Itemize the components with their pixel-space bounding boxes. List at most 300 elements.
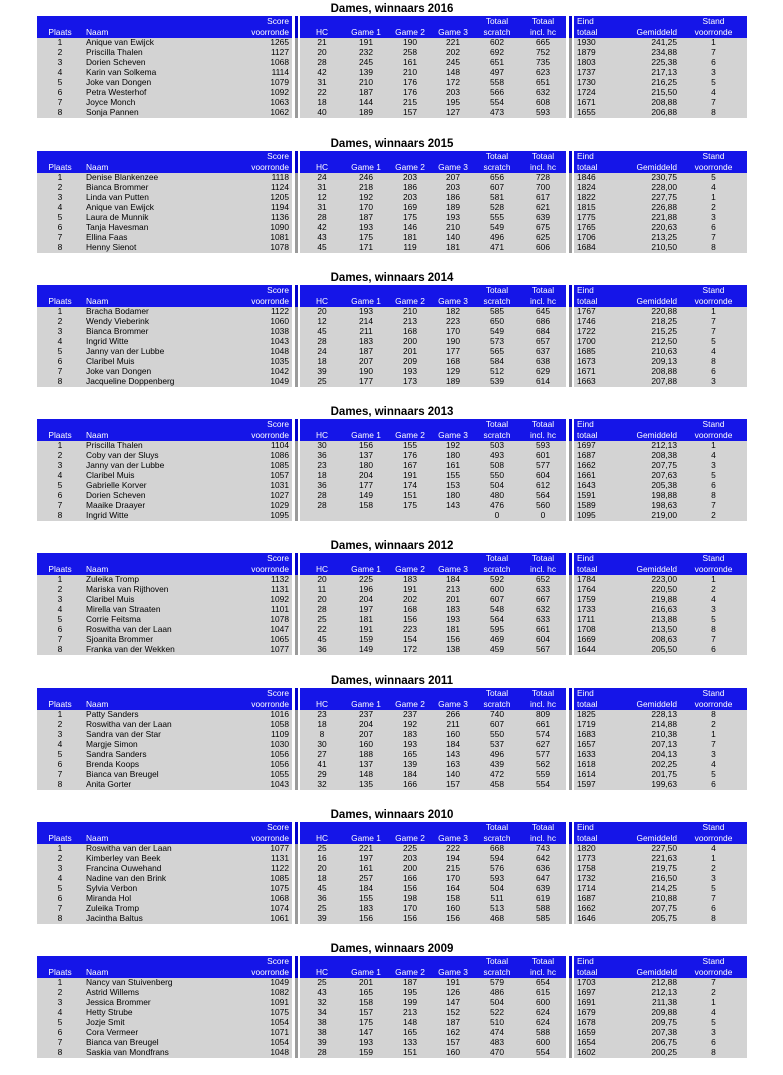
column-header-final: Eind <box>574 16 622 27</box>
cell-scratch: 554 <box>474 98 520 108</box>
cell-rank: 8 <box>37 377 83 387</box>
cell-inclhc: 639 <box>520 884 566 894</box>
column-separator <box>566 347 574 357</box>
column-header-final: Eind <box>574 285 622 296</box>
cell-prelim: 1079 <box>228 78 292 88</box>
column-header-hc: HC <box>300 296 344 307</box>
cell-prelim: 1091 <box>228 998 292 1008</box>
cell-avg: 214,25 <box>622 884 680 894</box>
cell-rank: 4 <box>37 740 83 750</box>
cell-g3: 157 <box>432 780 474 790</box>
cell-name: Zuleika Tromp <box>83 575 228 585</box>
cell-g2: 195 <box>388 988 432 998</box>
column-separator <box>566 511 574 521</box>
cell-scratch: 496 <box>474 233 520 243</box>
cell-rank: 6 <box>37 357 83 367</box>
cell-final: 1673 <box>574 357 622 367</box>
cell-hc: 42 <box>300 223 344 233</box>
column-separator <box>292 511 300 521</box>
cell-hc: 18 <box>300 357 344 367</box>
column-separator <box>292 770 300 780</box>
cell-rank: 7 <box>37 904 83 914</box>
cell-scratch: 493 <box>474 451 520 461</box>
table-row <box>37 844 747 854</box>
cell-scratch: 504 <box>474 998 520 1008</box>
cell-scratch: 503 <box>474 441 520 451</box>
block-title: Dames, winnaars 2014 <box>330 272 454 284</box>
cell-inclhc: 684 <box>520 327 566 337</box>
cell-avg: 207,63 <box>622 471 680 481</box>
column-separator <box>566 822 574 833</box>
cell-stand: 4 <box>680 347 747 357</box>
cell-name: Wendy Vieberink <box>83 317 228 327</box>
cell-g1: 210 <box>344 78 388 88</box>
cell-g2: 173 <box>388 377 432 387</box>
column-separator <box>292 635 300 645</box>
column-separator <box>292 585 300 595</box>
column-header-name <box>83 151 228 162</box>
cell-g3: 180 <box>432 491 474 501</box>
cell-stand: 2 <box>680 720 747 730</box>
results-table <box>37 419 747 521</box>
cell-g3: 161 <box>432 461 474 471</box>
cell-inclhc: 559 <box>520 770 566 780</box>
column-header-hc: HC <box>300 430 344 441</box>
cell-stand: 3 <box>680 377 747 387</box>
cell-rank: 4 <box>37 337 83 347</box>
block-title: Dames, winnaars 2011 <box>330 675 454 687</box>
cell-rank: 8 <box>37 780 83 790</box>
cell-g1: 207 <box>344 730 388 740</box>
column-header-avg: Gemiddeld <box>622 833 680 844</box>
column-header-g1 <box>344 822 388 833</box>
column-separator <box>566 780 574 790</box>
cell-final: 1597 <box>574 780 622 790</box>
cell-scratch: 548 <box>474 605 520 615</box>
header-row <box>37 699 747 710</box>
cell-final: 1700 <box>574 337 622 347</box>
table-row <box>37 441 747 451</box>
table-row <box>37 501 747 511</box>
cell-g2: 156 <box>388 615 432 625</box>
column-separator <box>292 377 300 387</box>
column-header-name: Naam <box>83 699 228 710</box>
cell-g3: 184 <box>432 575 474 585</box>
table-row <box>37 48 747 58</box>
cell-rank: 7 <box>37 501 83 511</box>
cell-stand: 8 <box>680 357 747 367</box>
cell-g2: 156 <box>388 884 432 894</box>
cell-final: 1669 <box>574 635 622 645</box>
column-separator <box>292 337 300 347</box>
cell-prelim: 1077 <box>228 844 292 854</box>
cell-g1: 160 <box>344 740 388 750</box>
cell-g3: 127 <box>432 108 474 118</box>
cell-scratch: 585 <box>474 307 520 317</box>
cell-prelim: 1027 <box>228 491 292 501</box>
cell-inclhc: 577 <box>520 750 566 760</box>
cell-scratch: 558 <box>474 78 520 88</box>
column-header-rank <box>37 16 83 27</box>
cell-g3: 266 <box>432 710 474 720</box>
cell-avg: 219,75 <box>622 864 680 874</box>
cell-inclhc: 642 <box>520 854 566 864</box>
cell-final: 1719 <box>574 720 622 730</box>
column-header-g3 <box>432 151 474 162</box>
cell-scratch: 668 <box>474 844 520 854</box>
cell-hc: 22 <box>300 625 344 635</box>
cell-name: Claribel Muis <box>83 471 228 481</box>
cell-g2: 184 <box>388 770 432 780</box>
column-separator <box>566 645 574 655</box>
column-separator <box>566 68 574 78</box>
cell-final: 1767 <box>574 307 622 317</box>
cell-g2: 169 <box>388 203 432 213</box>
column-separator <box>566 575 574 585</box>
cell-g2: 198 <box>388 894 432 904</box>
column-header-hc <box>300 822 344 833</box>
header-row <box>37 956 747 967</box>
cell-hc: 28 <box>300 1048 344 1058</box>
cell-avg: 208,88 <box>622 367 680 377</box>
cell-final: 1759 <box>574 595 622 605</box>
column-separator <box>292 822 300 833</box>
column-header-prelim: voorronde <box>228 833 292 844</box>
cell-g1 <box>344 511 388 521</box>
cell-g2: 165 <box>388 750 432 760</box>
cell-name: Jessica Brommer <box>83 998 228 1008</box>
cell-scratch: 550 <box>474 471 520 481</box>
column-header-g1: Game 1 <box>344 430 388 441</box>
table-row <box>37 327 747 337</box>
cell-stand: 5 <box>680 337 747 347</box>
cell-inclhc: 588 <box>520 904 566 914</box>
cell-g2: 191 <box>388 471 432 481</box>
cell-hc: 20 <box>300 48 344 58</box>
cell-rank: 1 <box>37 307 83 317</box>
column-header-hc: HC <box>300 699 344 710</box>
cell-g3: 160 <box>432 1048 474 1058</box>
cell-g2: 165 <box>388 1028 432 1038</box>
column-separator <box>292 730 300 740</box>
cell-rank: 6 <box>37 760 83 770</box>
column-header-name: Naam <box>83 833 228 844</box>
cell-g2: 258 <box>388 48 432 58</box>
column-header-prelim: Score <box>228 151 292 162</box>
cell-inclhc: 632 <box>520 88 566 98</box>
column-header-name: Naam <box>83 430 228 441</box>
column-header-stand: voorronde <box>680 296 747 307</box>
column-header-stand: voorronde <box>680 699 747 710</box>
column-separator <box>566 430 574 441</box>
cell-hc: 36 <box>300 481 344 491</box>
cell-inclhc: 621 <box>520 203 566 213</box>
column-header-avg: Gemiddeld <box>622 296 680 307</box>
cell-inclhc: 633 <box>520 615 566 625</box>
column-header-inclhc: Totaal <box>520 553 566 564</box>
cell-hc: 27 <box>300 750 344 760</box>
cell-name: Maaike Draayer <box>83 501 228 511</box>
cell-stand: 6 <box>680 223 747 233</box>
cell-name: Claribel Muis <box>83 357 228 367</box>
cell-avg: 205,50 <box>622 645 680 655</box>
cell-final: 1685 <box>574 347 622 357</box>
column-header-inclhc: Totaal <box>520 822 566 833</box>
cell-stand: 8 <box>680 914 747 924</box>
cell-scratch: 513 <box>474 904 520 914</box>
cell-stand: 4 <box>680 595 747 605</box>
column-separator <box>566 1018 574 1028</box>
cell-stand: 7 <box>680 635 747 645</box>
column-header-g1 <box>344 553 388 564</box>
cell-avg: 207,13 <box>622 740 680 750</box>
cell-inclhc: 661 <box>520 625 566 635</box>
cell-avg: 212,13 <box>622 441 680 451</box>
cell-inclhc: 562 <box>520 760 566 770</box>
cell-g1: 155 <box>344 894 388 904</box>
cell-g1: 218 <box>344 183 388 193</box>
cell-g3: 186 <box>432 193 474 203</box>
cell-name: Roswitha van der Laan <box>83 625 228 635</box>
cell-stand: 7 <box>680 327 747 337</box>
cell-scratch: 602 <box>474 38 520 48</box>
column-header-name <box>83 822 228 833</box>
column-header-rank <box>37 688 83 699</box>
table-row <box>37 307 747 317</box>
cell-scratch: 497 <box>474 68 520 78</box>
cell-stand: 5 <box>680 1018 747 1028</box>
cell-g2: 186 <box>388 183 432 193</box>
cell-scratch: 555 <box>474 213 520 223</box>
column-header-scratch: Totaal <box>474 553 520 564</box>
cell-final: 1930 <box>574 38 622 48</box>
column-separator <box>566 377 574 387</box>
column-header-avg <box>622 16 680 27</box>
column-separator <box>566 461 574 471</box>
cell-name: Laura de Munnik <box>83 213 228 223</box>
cell-hc: 36 <box>300 451 344 461</box>
cell-avg: 216,50 <box>622 874 680 884</box>
column-separator <box>292 625 300 635</box>
cell-inclhc: 585 <box>520 914 566 924</box>
cell-rank: 7 <box>37 98 83 108</box>
cell-g2: 213 <box>388 1008 432 1018</box>
cell-hc: 16 <box>300 854 344 864</box>
cell-g2: 210 <box>388 307 432 317</box>
cell-avg: 213,25 <box>622 233 680 243</box>
column-header-stand: voorronde <box>680 833 747 844</box>
cell-stand: 1 <box>680 575 747 585</box>
cell-name: Anique van Ewijck <box>83 203 228 213</box>
cell-stand: 1 <box>680 730 747 740</box>
cell-final: 1703 <box>574 978 622 988</box>
cell-hc: 38 <box>300 1018 344 1028</box>
cell-final: 1687 <box>574 451 622 461</box>
cell-scratch: 469 <box>474 635 520 645</box>
cell-name: Astrid Willems <box>83 988 228 998</box>
column-separator <box>566 27 574 38</box>
table-row <box>37 595 747 605</box>
cell-avg: 230,75 <box>622 173 680 183</box>
cell-scratch: 539 <box>474 377 520 387</box>
cell-rank: 5 <box>37 213 83 223</box>
cell-stand: 2 <box>680 864 747 874</box>
cell-g2: 154 <box>388 635 432 645</box>
column-separator <box>292 481 300 491</box>
cell-name: Bianca Brommer <box>83 327 228 337</box>
cell-inclhc: 637 <box>520 347 566 357</box>
column-header-final: totaal <box>574 967 622 978</box>
cell-name: Priscilla Thalen <box>83 48 228 58</box>
cell-g2: 174 <box>388 481 432 491</box>
cell-g1: 175 <box>344 1018 388 1028</box>
cell-hc: 28 <box>300 605 344 615</box>
cell-g1: 196 <box>344 585 388 595</box>
column-separator <box>292 461 300 471</box>
column-separator <box>292 967 300 978</box>
cell-rank: 4 <box>37 1008 83 1018</box>
cell-final: 1697 <box>574 441 622 451</box>
cell-final: 1711 <box>574 615 622 625</box>
column-header-hc: HC <box>300 27 344 38</box>
column-separator <box>292 233 300 243</box>
cell-rank: 5 <box>37 347 83 357</box>
column-header-scratch: scratch <box>474 699 520 710</box>
column-header-g1: Game 1 <box>344 833 388 844</box>
cell-scratch: 594 <box>474 854 520 864</box>
cell-g1: 149 <box>344 645 388 655</box>
column-header-stand: voorronde <box>680 27 747 38</box>
cell-inclhc: 554 <box>520 1048 566 1058</box>
column-header-stand: voorronde <box>680 967 747 978</box>
column-header-scratch: scratch <box>474 27 520 38</box>
column-header-prelim: Score <box>228 553 292 564</box>
column-separator <box>292 874 300 884</box>
table-row <box>37 213 747 223</box>
cell-scratch: 439 <box>474 760 520 770</box>
column-header-g2: Game 2 <box>388 27 432 38</box>
cell-g2: 176 <box>388 88 432 98</box>
column-header-stand: Stand <box>680 151 747 162</box>
column-separator <box>292 595 300 605</box>
column-header-avg: Gemiddeld <box>622 699 680 710</box>
cell-g1: 156 <box>344 914 388 924</box>
cell-hc: 45 <box>300 243 344 253</box>
column-separator <box>566 451 574 461</box>
cell-avg: 206,88 <box>622 108 680 118</box>
cell-g2: 170 <box>388 904 432 914</box>
cell-inclhc: 735 <box>520 58 566 68</box>
column-header-name <box>83 553 228 564</box>
table-row <box>37 377 747 387</box>
cell-stand: 6 <box>680 645 747 655</box>
cell-avg: 198,63 <box>622 501 680 511</box>
cell-final: 1671 <box>574 367 622 377</box>
column-header-inclhc: Totaal <box>520 285 566 296</box>
cell-final: 1591 <box>574 491 622 501</box>
cell-name: Nancy van Stuivenberg <box>83 978 228 988</box>
column-header-stand: Stand <box>680 16 747 27</box>
cell-avg: 210,50 <box>622 243 680 253</box>
cell-avg: 208,88 <box>622 98 680 108</box>
cell-rank: 4 <box>37 203 83 213</box>
cell-final: 1758 <box>574 864 622 874</box>
column-header-scratch: Totaal <box>474 419 520 430</box>
results-block <box>37 271 747 387</box>
cell-g2: 203 <box>388 193 432 203</box>
cell-scratch: 565 <box>474 347 520 357</box>
cell-inclhc: 567 <box>520 645 566 655</box>
cell-scratch: 549 <box>474 223 520 233</box>
cell-avg: 198,88 <box>622 491 680 501</box>
column-header-inclhc: incl. hc <box>520 833 566 844</box>
cell-inclhc: 574 <box>520 730 566 740</box>
column-header-rank: Plaats <box>37 967 83 978</box>
cell-scratch: 537 <box>474 740 520 750</box>
cell-g2: 190 <box>388 38 432 48</box>
column-header-hc <box>300 285 344 296</box>
cell-hc: 22 <box>300 88 344 98</box>
cell-name: Sonja Pannen <box>83 108 228 118</box>
cell-scratch: 550 <box>474 730 520 740</box>
header-row <box>37 822 747 833</box>
column-separator <box>292 243 300 253</box>
column-header-rank: Plaats <box>37 162 83 173</box>
cell-inclhc: 728 <box>520 173 566 183</box>
cell-stand: 6 <box>680 904 747 914</box>
cell-rank: 3 <box>37 58 83 68</box>
cell-prelim: 1090 <box>228 223 292 233</box>
cell-stand: 3 <box>680 605 747 615</box>
cell-hc: 45 <box>300 327 344 337</box>
column-header-g1 <box>344 419 388 430</box>
column-header-prelim: voorronde <box>228 430 292 441</box>
cell-avg: 211,38 <box>622 998 680 1008</box>
cell-g2: 167 <box>388 461 432 471</box>
cell-rank: 6 <box>37 491 83 501</box>
column-header-rank: Plaats <box>37 699 83 710</box>
cell-hc: 25 <box>300 904 344 914</box>
cell-final: 1661 <box>574 471 622 481</box>
cell-g2: 223 <box>388 625 432 635</box>
cell-stand: 1 <box>680 998 747 1008</box>
cell-name: Jacintha Baltus <box>83 914 228 924</box>
cell-stand: 4 <box>680 760 747 770</box>
column-header-g2: Game 2 <box>388 296 432 307</box>
cell-hc: 39 <box>300 367 344 377</box>
cell-g3: 189 <box>432 377 474 387</box>
table-row <box>37 367 747 377</box>
cell-g3: 157 <box>432 1038 474 1048</box>
cell-g2: 199 <box>388 998 432 1008</box>
cell-name: Jacqueline Doppenberg <box>83 377 228 387</box>
cell-rank: 1 <box>37 173 83 183</box>
cell-g1: 171 <box>344 243 388 253</box>
cell-g2: 215 <box>388 98 432 108</box>
table-row <box>37 38 747 48</box>
cell-g1: 177 <box>344 481 388 491</box>
cell-g2: 133 <box>388 1038 432 1048</box>
cell-name: Patty Sanders <box>83 710 228 720</box>
cell-scratch: 579 <box>474 978 520 988</box>
cell-g2: 175 <box>388 213 432 223</box>
cell-g2: 148 <box>388 1018 432 1028</box>
column-header-g1: Game 1 <box>344 162 388 173</box>
cell-stand: 5 <box>680 770 747 780</box>
cell-name: Anita Gorter <box>83 780 228 790</box>
cell-hc: 36 <box>300 894 344 904</box>
cell-g2: 166 <box>388 780 432 790</box>
